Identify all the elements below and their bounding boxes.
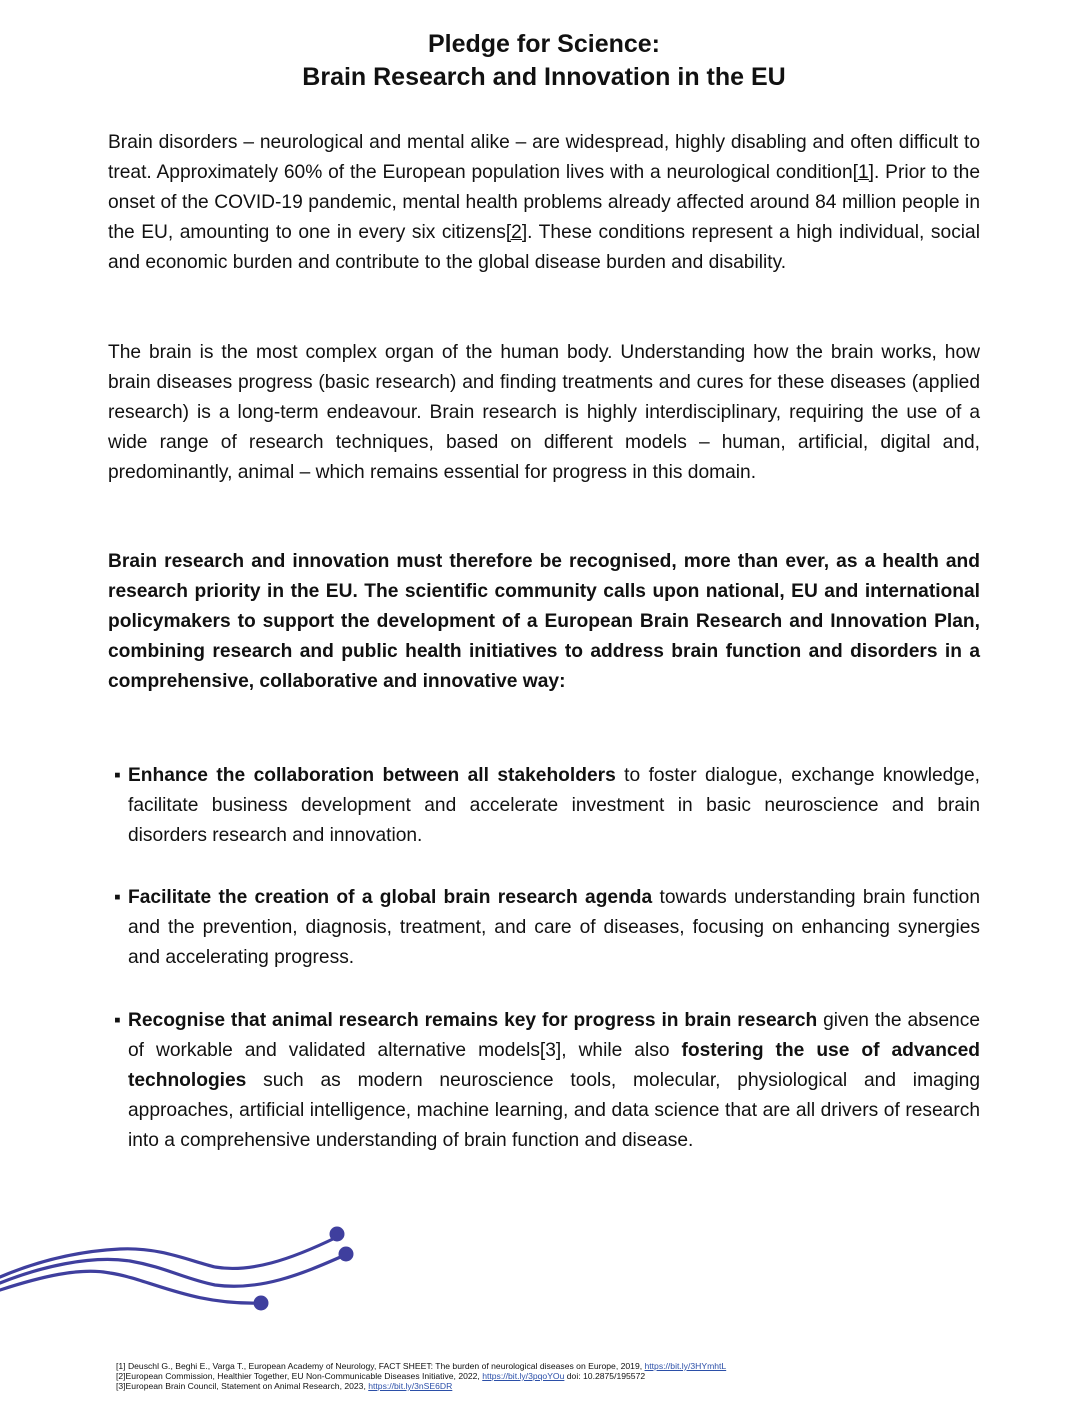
footnote-link-1[interactable]: https://bit.ly/3HYmhtL xyxy=(644,1361,727,1371)
footnote-doi: doi: 10.2875/195572 xyxy=(564,1371,646,1381)
footnote-text: [2]European Commission, Healthier Together, EU Non-Communicable Diseases Initiative, 2022, xyxy=(116,1371,483,1381)
paragraph-text: . These conditions represent a high individual, social and economic burden and contribute to the global disease burden and disability. xyxy=(108,222,980,273)
bullet-text: towards understanding brain function and the prevention, diagnosis, treatment, and care of diseases, focusing on enhancing synergies and accelerating progress. xyxy=(128,887,980,968)
footnote-2 xyxy=(116,1371,726,1381)
paragraph-brain-complexity: The brain is the most complex organ of the human body. Understanding how the brain works, how brain diseases progress (basic research) and finding treatments and cures for these diseases (applied research) is a long-term endeavour. Brain research is highly interdisciplinary, requiring the use of a wide range of research techniques, based on different models – human, artificial, digital and, predominantly, animal – which remains essential for progress in this domain. xyxy=(108,342,980,483)
title-line-2: Brain Research and Innovation in the EU xyxy=(302,63,786,91)
bullet-heading: Facilitate the creation of a global brain research agenda xyxy=(128,887,653,908)
bullet-marker-icon: ▪ xyxy=(114,765,121,786)
list-item xyxy=(108,1006,980,1156)
bullet-heading: Enhance the collaboration between all stakeholders xyxy=(128,765,616,786)
page-title xyxy=(0,28,1088,94)
footnote-link-2[interactable]: https://bit.ly/3pqoYOu xyxy=(482,1371,565,1381)
bullet-emphasis: fostering the use of advanced technologies xyxy=(128,1040,980,1091)
paragraph-text: . Prior to the onset of the COVID-19 pandemic, mental health problems already affected around 84 million people in the EU, amounting to one in every six citizens xyxy=(108,162,980,243)
footnote-text: [3]European Brain Council, Statement on Animal Research, 2023, xyxy=(116,1381,369,1391)
footnote-text: [1] Deuschl G., Beghi E., Varga T., European Academy of Neurology, FACT SHEET: The burden of neurological diseases on Europe, 2019, xyxy=(116,1361,645,1371)
list-item xyxy=(108,883,980,973)
footnotes xyxy=(116,1361,726,1391)
title-line-1: Pledge for Science: xyxy=(427,30,661,58)
paragraph-text: Brain disorders – neurological and mental alike – are widespread, highly disabling and often difficult to treat. Approximately 60% of the European population lives with a neurological condition xyxy=(108,132,980,183)
bullet-heading: Recognise that animal research remains key for progress in brain research xyxy=(128,1010,818,1031)
bullet-text: to foster dialogue, exchange knowledge, facilitate business development and accelerate investment in basic neuroscience and brain disorders research and innovation. xyxy=(128,765,980,846)
footnote-ref-1[interactable]: [1] xyxy=(852,162,874,183)
bullet-text: such as modern neuroscience tools, molecular, physiological and imaging approaches, artificial intelligence, machine learning, and data science that are all drivers of research into a comprehensive understanding of brain function and disease. xyxy=(128,1070,980,1151)
bullet-marker-icon: ▪ xyxy=(114,1010,121,1031)
footnote-3 xyxy=(116,1381,726,1391)
paragraph-call-to-action: Brain research and innovation must therefore be recognised, more than ever, as a health and research priority in the EU. The scientific community calls upon national, EU and international policymakers to support the development of a European Brain Research and Innovation Plan, combining research and public health initiatives to address brain function and disorders in a comprehensive, collaborative and innovative way: xyxy=(108,551,980,692)
bullet-marker-icon: ▪ xyxy=(114,887,121,908)
list-item xyxy=(108,761,980,851)
paragraph-intro xyxy=(108,128,980,278)
bullet-text: given the absence of workable and validated alternative models[3], while also xyxy=(128,1010,980,1061)
neural-wave-decoration-icon xyxy=(0,1215,370,1315)
footnote-link-3[interactable]: https://bit.ly/3nSE6DR xyxy=(368,1381,453,1391)
footnote-ref-2[interactable]: [2] xyxy=(505,222,528,243)
footnote-1 xyxy=(116,1361,726,1371)
